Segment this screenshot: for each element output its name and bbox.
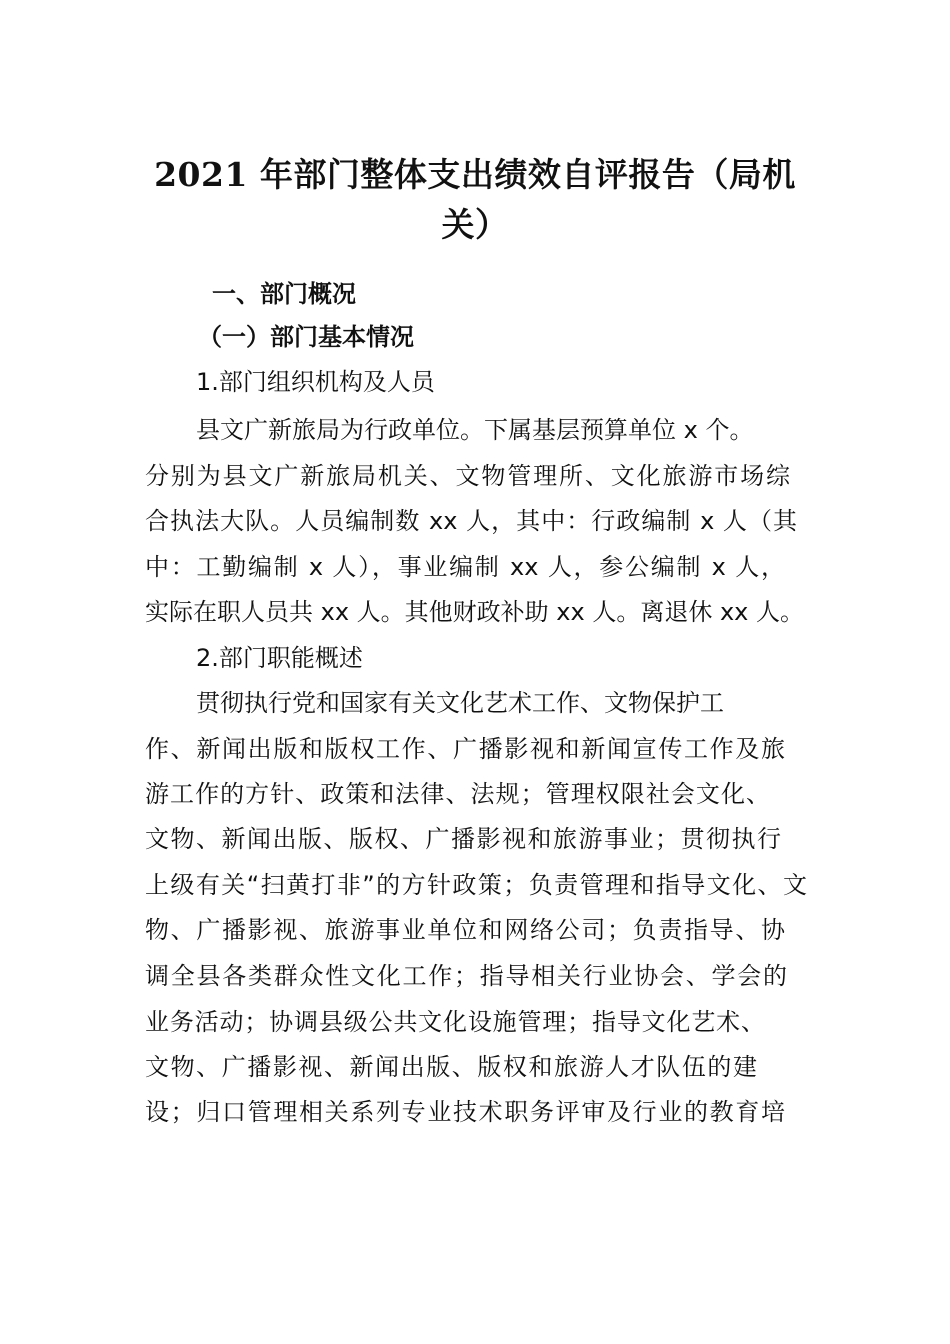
paragraph-line: 文物、新闻出版、版权、广播影视和旅游事业；贯彻执行	[145, 825, 781, 853]
paragraph-line: 中：工勤编制 x 人），事业编制 xx 人，参公编制 x 人，	[145, 553, 785, 581]
section-heading: 一、部门概况	[212, 280, 356, 308]
paragraph-line: 文物、广播影视、新闻出版、版权和旅游人才队伍的建	[145, 1053, 757, 1081]
paragraph-line: 作、新闻出版和版权工作、广播影视和新闻宣传工作及旅	[145, 735, 785, 763]
paragraph-line: 贯彻执行党和国家有关文化艺术工作、文物保护工	[196, 689, 724, 717]
paragraph-line: 业务活动；协调县级公共文化设施管理；指导文化艺术、	[145, 1008, 765, 1036]
paragraph-line: 设；归口管理相关系列专业技术职务评审及行业的教育培	[145, 1098, 785, 1126]
paragraph-line: 上级有关“扫黄打非”的方针政策；负责管理和指导文化、文	[145, 871, 807, 899]
subsection-heading: （一）部门基本情况	[198, 323, 414, 351]
item-heading: 1.部门组织机构及人员	[196, 368, 435, 396]
paragraph-line: 实际在职人员共 xx 人。其他财政补助 xx 人。离退休 xx 人。	[145, 598, 804, 626]
item-heading: 2.部门职能概述	[196, 644, 363, 672]
paragraph-line: 游工作的方针、政策和法律、法规；管理权限社会文化、	[145, 780, 770, 808]
paragraph-line: 调全县各类群众性文化工作；指导相关行业协会、学会的	[145, 962, 787, 990]
paragraph-line: 合执法大队。人员编制数 xx 人，其中：行政编制 x 人（其	[145, 507, 797, 535]
paragraph-line: 分别为县文广新旅局机关、文物管理所、文化旅游市场综	[145, 462, 790, 490]
document-title: 2021 年部门整体支出绩效自评报告（局机关）	[154, 155, 796, 244]
paragraph-line: 物、广播影视、旅游事业单位和网络公司；负责指导、协	[145, 916, 785, 944]
paragraph-line: 县文广新旅局为行政单位。下属基层预算单位 x 个。	[196, 416, 754, 444]
